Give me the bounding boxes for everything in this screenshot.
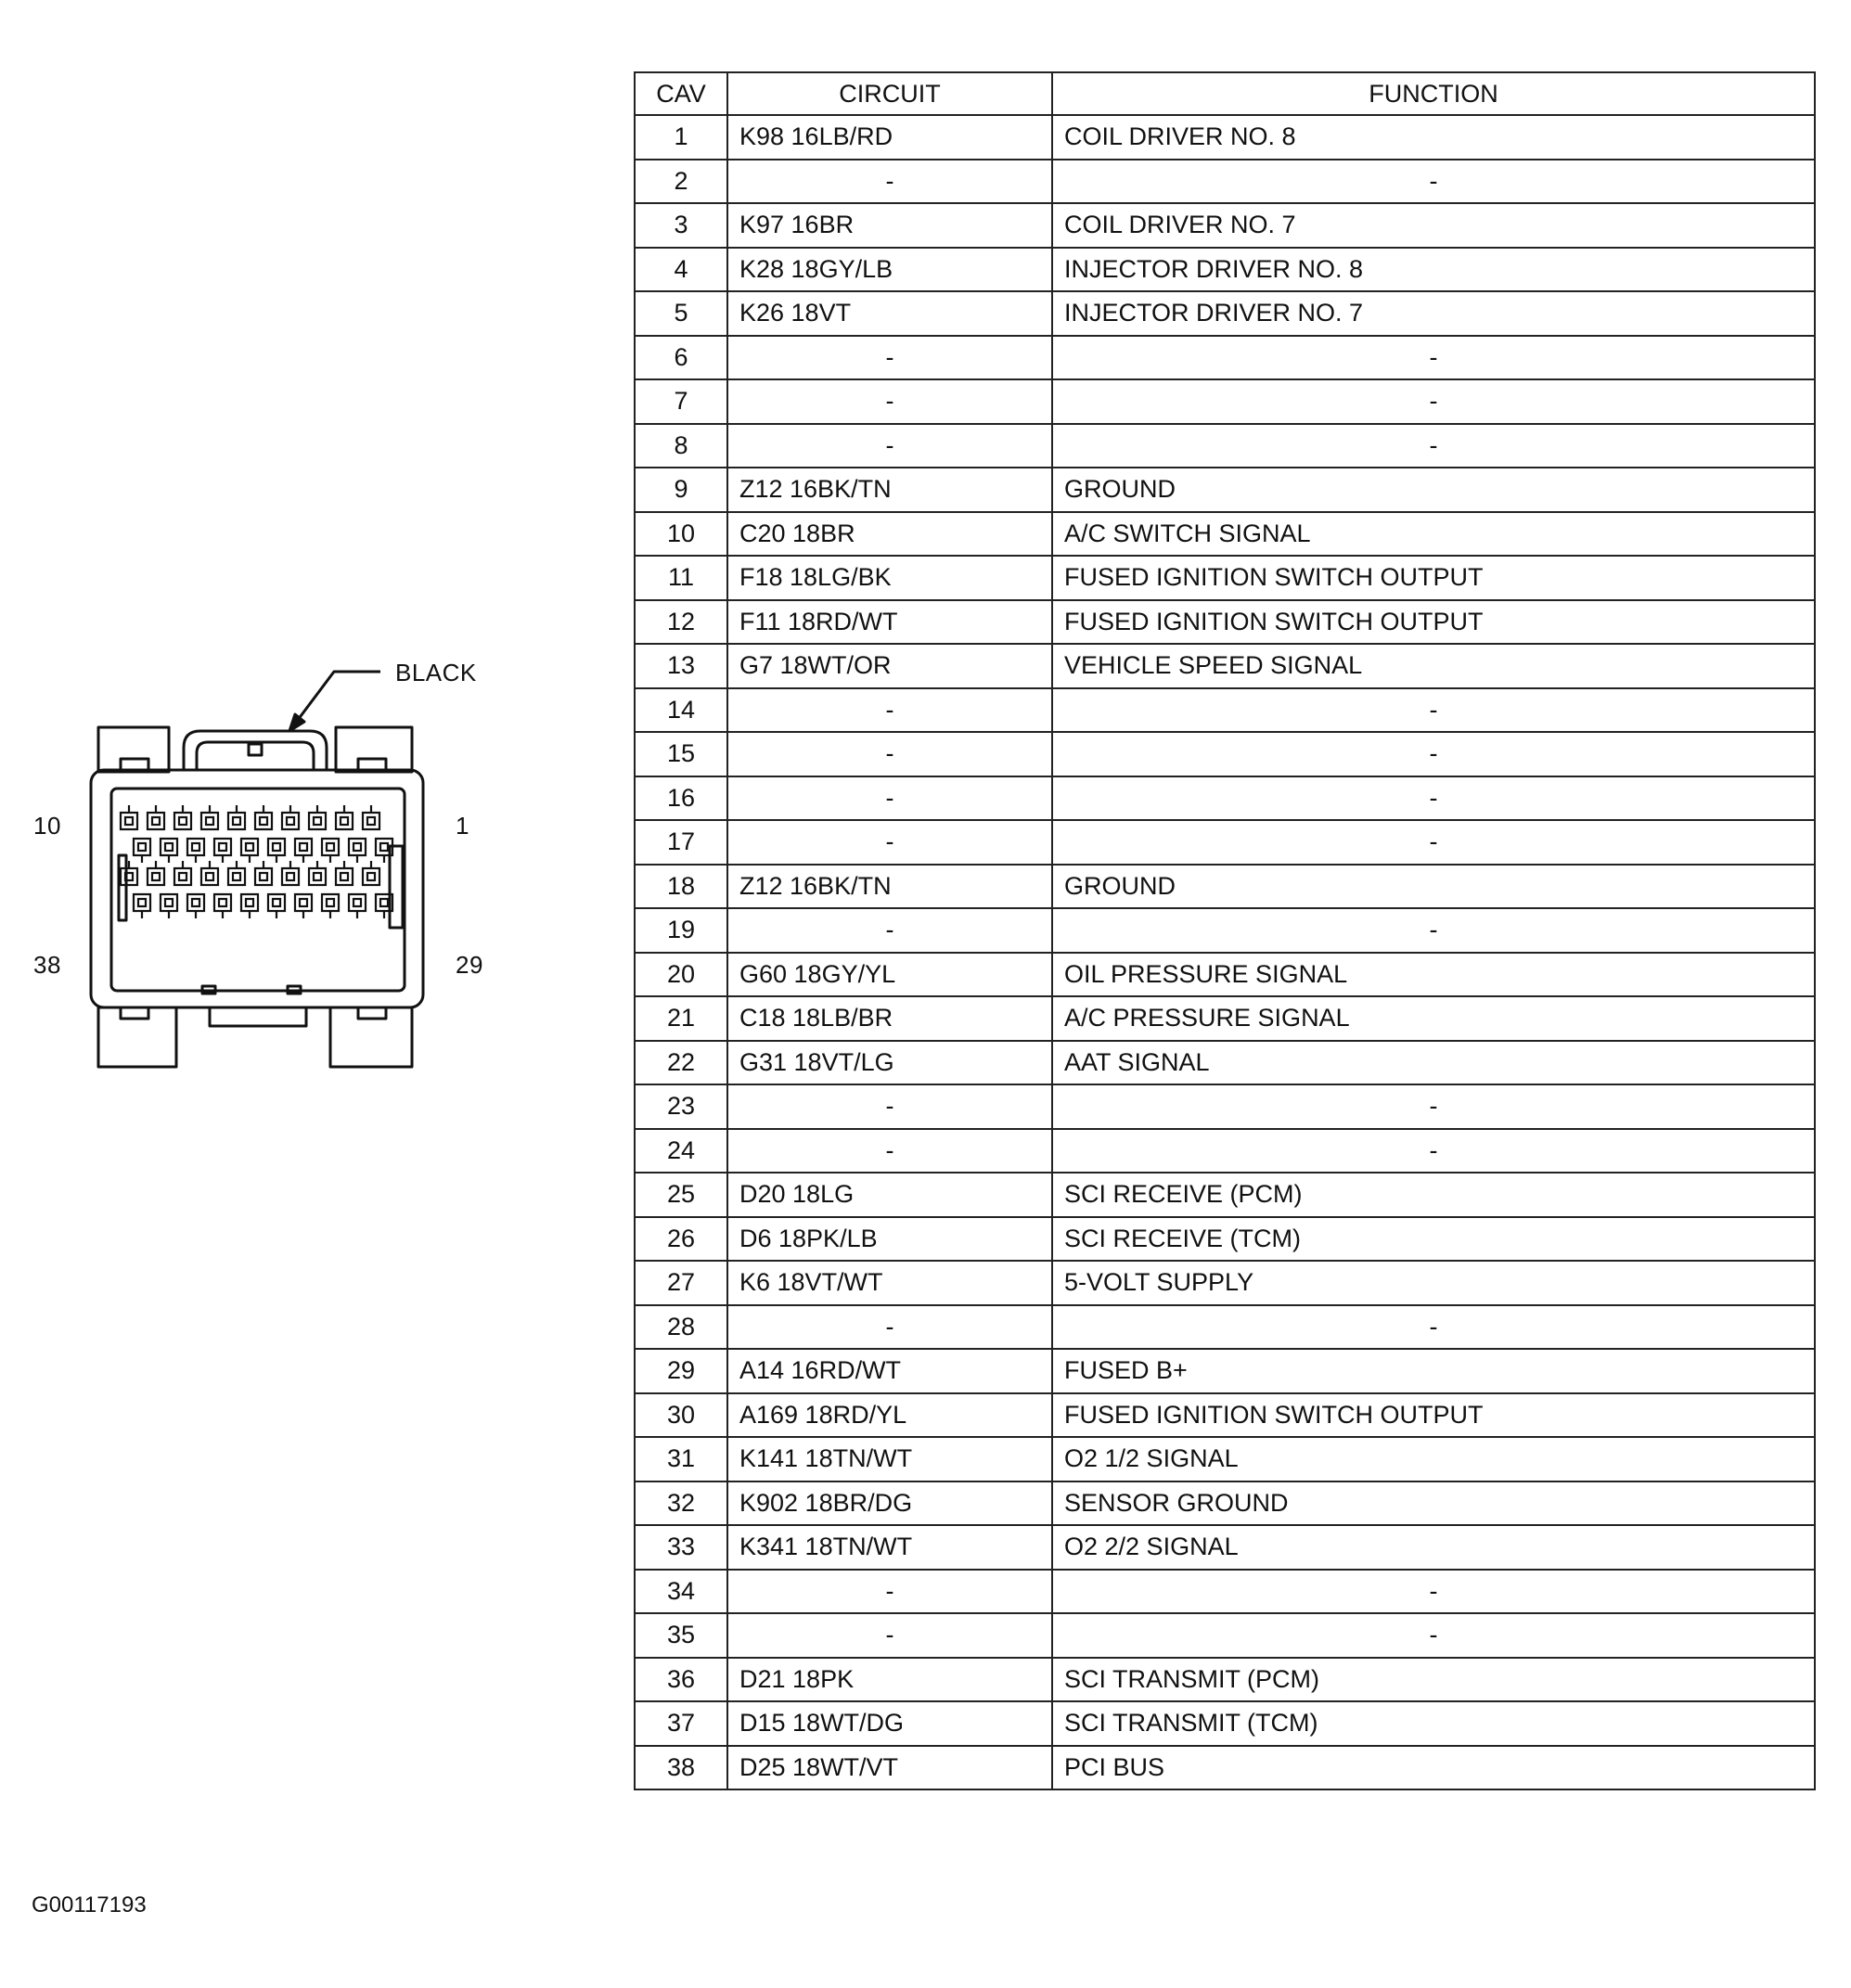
terminal-cavity (201, 861, 218, 885)
function-cell: - (1052, 336, 1815, 380)
function-cell: - (1052, 776, 1815, 821)
cav-cell: 21 (635, 996, 727, 1041)
circuit-cell: K341 18TN/WT (727, 1525, 1052, 1570)
function-cell: OIL PRESSURE SIGNAL (1052, 953, 1815, 997)
cav-cell: 35 (635, 1613, 727, 1658)
figure-id: G00117193 (32, 1892, 147, 1917)
cav-cell: 36 (635, 1658, 727, 1702)
terminal-cavity (336, 805, 353, 829)
cav-cell: 23 (635, 1084, 727, 1129)
table-row (635, 248, 1815, 292)
circuit-cell: - (727, 424, 1052, 468)
cav-cell: 16 (635, 776, 727, 821)
function-cell: - (1052, 908, 1815, 953)
bottom-left-latch (98, 1007, 176, 1067)
terminal-cavity (201, 805, 218, 829)
function-cell: SCI TRANSMIT (PCM) (1052, 1658, 1815, 1702)
terminal-cavity (268, 894, 285, 918)
top-right-latch (336, 727, 412, 772)
terminal-cavity (148, 805, 164, 829)
cav-cell: 28 (635, 1305, 727, 1350)
cav-cell: 27 (635, 1261, 727, 1305)
pin-label-1: 1 (456, 812, 469, 840)
cav-cell: 38 (635, 1746, 727, 1790)
circuit-cell: - (727, 1084, 1052, 1129)
circuit-cell: K28 18GY/LB (727, 248, 1052, 292)
header-circuit: CIRCUIT (727, 72, 1052, 115)
circuit-cell: Z12 16BK/TN (727, 468, 1052, 512)
cav-cell: 32 (635, 1481, 727, 1526)
function-cell: 5-VOLT SUPPLY (1052, 1261, 1815, 1305)
connector-body (91, 770, 423, 1007)
table-row (635, 115, 1815, 160)
table-row (635, 1041, 1815, 1085)
terminal-cavity (322, 894, 339, 918)
connector-diagram (0, 631, 520, 1076)
terminal-cavity (214, 894, 231, 918)
circuit-cell: C20 18BR (727, 512, 1052, 557)
table-row (635, 1658, 1815, 1702)
terminal-cavity (161, 894, 177, 918)
table-row (635, 291, 1815, 336)
header-cav: CAV (635, 72, 727, 115)
table-row (635, 600, 1815, 645)
cav-cell: 12 (635, 600, 727, 645)
cav-cell: 29 (635, 1349, 727, 1393)
terminal-cavity (161, 839, 177, 863)
cav-cell: 13 (635, 644, 727, 688)
terminal-cavity (134, 894, 150, 918)
circuit-cell: A14 16RD/WT (727, 1349, 1052, 1393)
terminal-cavity (241, 839, 258, 863)
table-row (635, 1746, 1815, 1790)
table-row (635, 1701, 1815, 1746)
circuit-cell: K97 16BR (727, 203, 1052, 248)
circuit-cell: C18 18LB/BR (727, 996, 1052, 1041)
cav-cell: 3 (635, 203, 727, 248)
pin-label-38: 38 (33, 951, 61, 979)
circuit-cell: - (727, 732, 1052, 776)
cav-cell: 31 (635, 1437, 727, 1481)
table-row (635, 1129, 1815, 1174)
table-row (635, 1613, 1815, 1658)
table-row (635, 1349, 1815, 1393)
table-row (635, 1481, 1815, 1526)
terminal-cavity (295, 839, 312, 863)
table-row (635, 1173, 1815, 1217)
table-row (635, 468, 1815, 512)
function-cell: FUSED IGNITION SWITCH OUTPUT (1052, 1393, 1815, 1438)
function-cell: A/C PRESSURE SIGNAL (1052, 996, 1815, 1041)
function-cell: - (1052, 1613, 1815, 1658)
connector-color-label: BLACK (395, 659, 477, 686)
header-function: FUNCTION (1052, 72, 1815, 115)
terminal-cavity (349, 839, 366, 863)
circuit-cell: K6 18VT/WT (727, 1261, 1052, 1305)
circuit-cell: - (727, 688, 1052, 733)
cav-cell: 15 (635, 732, 727, 776)
table-row (635, 203, 1815, 248)
pin-label-29: 29 (456, 951, 483, 979)
cav-cell: 20 (635, 953, 727, 997)
terminal-cavity (214, 839, 231, 863)
function-cell: - (1052, 1570, 1815, 1614)
cav-cell: 9 (635, 468, 727, 512)
function-cell: A/C SWITCH SIGNAL (1052, 512, 1815, 557)
circuit-cell: D21 18PK (727, 1658, 1052, 1702)
circuit-cell: F11 18RD/WT (727, 600, 1052, 645)
cav-cell: 25 (635, 1173, 727, 1217)
function-cell: - (1052, 732, 1815, 776)
table-row (635, 688, 1815, 733)
function-cell: GROUND (1052, 468, 1815, 512)
cav-cell: 22 (635, 1041, 727, 1085)
circuit-cell: F18 18LG/BK (727, 556, 1052, 600)
terminal-cavity (228, 861, 245, 885)
table-row (635, 1437, 1815, 1481)
circuit-cell: - (727, 820, 1052, 865)
function-cell: SCI RECEIVE (TCM) (1052, 1217, 1815, 1262)
terminal-cavity (255, 861, 272, 885)
terminal-cavity (174, 861, 191, 885)
table-row (635, 1261, 1815, 1305)
terminal-cavity (309, 861, 326, 885)
circuit-cell: - (727, 336, 1052, 380)
table-row (635, 732, 1815, 776)
table-row (635, 512, 1815, 557)
table-row (635, 556, 1815, 600)
bottom-center-rib (210, 1007, 306, 1026)
terminal-cavity (363, 861, 379, 885)
function-cell: COIL DRIVER NO. 8 (1052, 115, 1815, 160)
connector-face (111, 789, 405, 991)
table-row (635, 644, 1815, 688)
table-header-row (635, 72, 1815, 115)
function-cell: - (1052, 688, 1815, 733)
circuit-cell: K98 16LB/RD (727, 115, 1052, 160)
cav-cell: 6 (635, 336, 727, 380)
cav-cell: 17 (635, 820, 727, 865)
circuit-cell: - (727, 776, 1052, 821)
cav-cell: 5 (635, 291, 727, 336)
cav-cell: 8 (635, 424, 727, 468)
table-row (635, 1084, 1815, 1129)
circuit-cell: D25 18WT/VT (727, 1746, 1052, 1790)
table-row (635, 336, 1815, 380)
circuit-cell: D20 18LG (727, 1173, 1052, 1217)
circuit-cell: K902 18BR/DG (727, 1481, 1052, 1526)
function-cell: SENSOR GROUND (1052, 1481, 1815, 1526)
table-row (635, 160, 1815, 204)
circuit-cell: K141 18TN/WT (727, 1437, 1052, 1481)
table-row (635, 1525, 1815, 1570)
table-row (635, 820, 1815, 865)
table-row (635, 908, 1815, 953)
terminal-cavity (336, 861, 353, 885)
function-cell: - (1052, 379, 1815, 424)
cav-cell: 7 (635, 379, 727, 424)
terminal-cavity (187, 839, 204, 863)
table-row (635, 953, 1815, 997)
circuit-cell: Z12 16BK/TN (727, 865, 1052, 909)
pinout-table (634, 71, 1816, 1790)
cav-cell: 14 (635, 688, 727, 733)
table-row (635, 424, 1815, 468)
function-cell: O2 1/2 SIGNAL (1052, 1437, 1815, 1481)
function-cell: VEHICLE SPEED SIGNAL (1052, 644, 1815, 688)
terminal-grid (121, 805, 392, 918)
function-cell: INJECTOR DRIVER NO. 7 (1052, 291, 1815, 336)
circuit-cell: - (727, 1129, 1052, 1174)
table-row (635, 996, 1815, 1041)
circuit-cell: - (727, 1305, 1052, 1350)
cav-cell: 30 (635, 1393, 727, 1438)
function-cell: - (1052, 1084, 1815, 1129)
circuit-cell: D15 18WT/DG (727, 1701, 1052, 1746)
color-callout-leader (295, 672, 380, 724)
function-cell: SCI RECEIVE (PCM) (1052, 1173, 1815, 1217)
terminal-cavity (241, 894, 258, 918)
terminal-cavity (268, 839, 285, 863)
table-row (635, 379, 1815, 424)
terminal-cavity (174, 805, 191, 829)
table-row (635, 1393, 1815, 1438)
cav-cell: 19 (635, 908, 727, 953)
connector-drawing (0, 631, 520, 1076)
circuit-cell: - (727, 1613, 1052, 1658)
top-left-latch (98, 727, 169, 772)
function-cell: COIL DRIVER NO. 7 (1052, 203, 1815, 248)
function-cell: - (1052, 1305, 1815, 1350)
bottom-right-latch (330, 1007, 412, 1067)
function-cell: INJECTOR DRIVER NO. 8 (1052, 248, 1815, 292)
circuit-cell: - (727, 160, 1052, 204)
circuit-cell: - (727, 1570, 1052, 1614)
cav-cell: 26 (635, 1217, 727, 1262)
cav-cell: 1 (635, 115, 727, 160)
terminal-cavity (295, 894, 312, 918)
lock-hood (184, 731, 327, 770)
function-cell: FUSED B+ (1052, 1349, 1815, 1393)
pin-label-10: 10 (33, 812, 61, 840)
table-row (635, 776, 1815, 821)
function-cell: FUSED IGNITION SWITCH OUTPUT (1052, 600, 1815, 645)
table-row (635, 865, 1815, 909)
function-cell: AAT SIGNAL (1052, 1041, 1815, 1085)
function-cell: - (1052, 160, 1815, 204)
color-callout-arrowhead (289, 714, 304, 731)
terminal-cavity (187, 894, 204, 918)
cav-cell: 34 (635, 1570, 727, 1614)
circuit-cell: - (727, 908, 1052, 953)
function-cell: PCI BUS (1052, 1746, 1815, 1790)
table-row (635, 1217, 1815, 1262)
cav-cell: 24 (635, 1129, 727, 1174)
circuit-cell: G60 18GY/YL (727, 953, 1052, 997)
function-cell: FUSED IGNITION SWITCH OUTPUT (1052, 556, 1815, 600)
terminal-cavity (322, 839, 339, 863)
function-cell: GROUND (1052, 865, 1815, 909)
circuit-cell: - (727, 379, 1052, 424)
function-cell: - (1052, 820, 1815, 865)
cav-cell: 18 (635, 865, 727, 909)
terminal-cavity (363, 805, 379, 829)
table-row (635, 1570, 1815, 1614)
cav-cell: 10 (635, 512, 727, 557)
circuit-cell: K26 18VT (727, 291, 1052, 336)
terminal-cavity (309, 805, 326, 829)
cav-cell: 37 (635, 1701, 727, 1746)
cav-cell: 2 (635, 160, 727, 204)
table-row (635, 1305, 1815, 1350)
function-cell: - (1052, 1129, 1815, 1174)
cav-cell: 4 (635, 248, 727, 292)
terminal-cavity (349, 894, 366, 918)
circuit-cell: G31 18VT/LG (727, 1041, 1052, 1085)
function-cell: - (1052, 424, 1815, 468)
terminal-cavity (148, 861, 164, 885)
terminal-cavity (255, 805, 272, 829)
terminal-cavity (282, 805, 299, 829)
terminal-cavity (228, 805, 245, 829)
function-cell: SCI TRANSMIT (TCM) (1052, 1701, 1815, 1746)
terminal-cavity (282, 861, 299, 885)
circuit-cell: G7 18WT/OR (727, 644, 1052, 688)
terminal-cavity (121, 805, 137, 829)
terminal-cavity (134, 839, 150, 863)
function-cell: O2 2/2 SIGNAL (1052, 1525, 1815, 1570)
circuit-cell: D6 18PK/LB (727, 1217, 1052, 1262)
cav-cell: 33 (635, 1525, 727, 1570)
cav-cell: 11 (635, 556, 727, 600)
circuit-cell: A169 18RD/YL (727, 1393, 1052, 1438)
terminal-cavity (121, 861, 137, 885)
